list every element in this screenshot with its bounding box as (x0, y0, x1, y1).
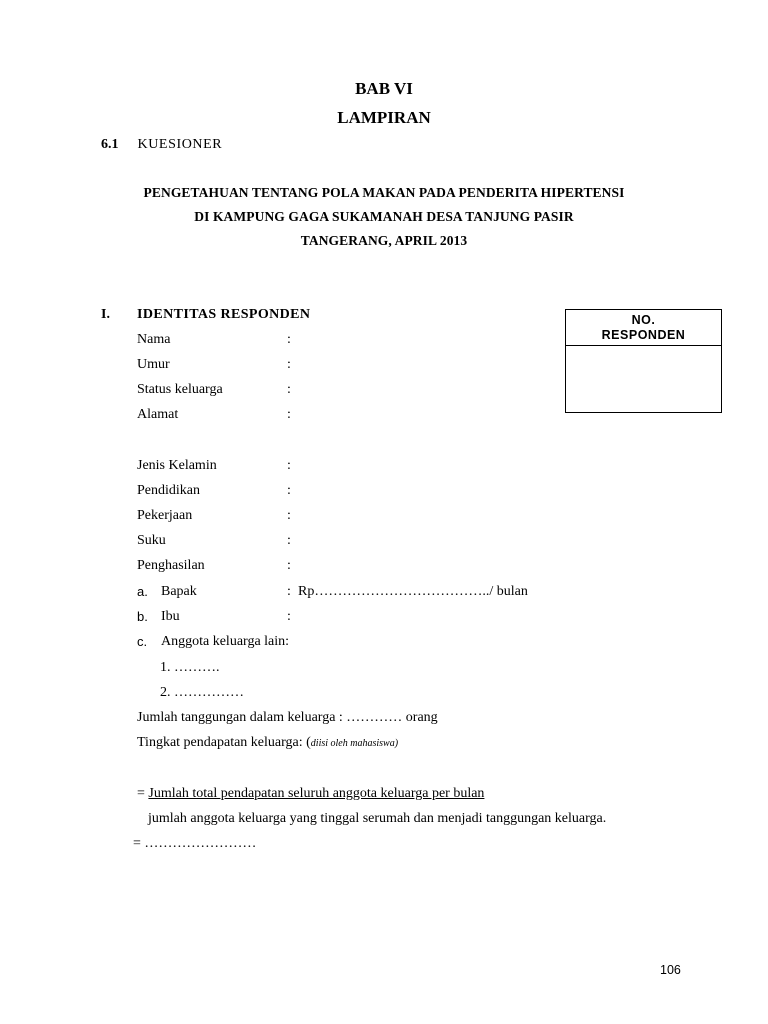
formula-numerator-text: Jumlah total pendapatan seluruh anggota keluarga per bulan (148, 786, 485, 801)
formula-equals: = (137, 786, 149, 801)
field-label: Penghasilan (137, 558, 205, 573)
field-colon: : (287, 609, 291, 624)
field-label: Pekerjaan (137, 508, 193, 523)
respondent-box-header (566, 310, 721, 346)
respondent-box-line-2: RESPONDEN (601, 328, 686, 342)
formula-denominator: jumlah anggota keluarga yang tinggal serumah dan menjadi tanggungan keluarga. (148, 811, 607, 826)
field-label: Pendidikan (137, 483, 200, 498)
list-marker: b. (137, 609, 148, 624)
field-colon: : (287, 382, 291, 397)
part-number: I. (101, 307, 110, 322)
field-colon: : (287, 357, 291, 372)
field-colon: : (287, 332, 291, 347)
income-item-1: 1. ………. (160, 660, 220, 675)
field-colon: : (287, 558, 291, 573)
field-label: Jenis Kelamin (137, 458, 217, 473)
income-item-2: 2. …………… (160, 685, 244, 700)
respondent-box-line-1: NO. (631, 313, 656, 327)
section-heading (101, 137, 222, 153)
income-level-label: Tingkat pendapatan keluarga: ( (137, 735, 311, 750)
dependents-count: Jumlah tanggungan dalam keluarga : ………… orang (137, 710, 438, 725)
field-colon: : (287, 407, 291, 422)
part-title: IDENTITAS RESPONDEN (137, 307, 311, 322)
list-marker: a. (137, 584, 148, 599)
field-colon: : (287, 458, 291, 473)
respondent-number-box (565, 309, 722, 413)
chapter-title: BAB VI (355, 79, 413, 98)
formula-numerator (137, 784, 484, 804)
field-colon: : (287, 508, 291, 523)
section-name: KUESIONER (137, 137, 223, 152)
field-label: Suku (137, 533, 166, 548)
field-label: Nama (137, 332, 171, 347)
subtitle-line-3: TANGERANG, APRIL 2013 (300, 233, 468, 248)
field-colon: : (287, 483, 291, 498)
formula-result: = …………………… (133, 836, 257, 851)
income-label: Ibu (161, 609, 180, 624)
subtitle-line-2: DI KAMPUNG GAGA SUKAMANAH DESA TANJUNG PASIR (194, 209, 574, 224)
income-level (137, 733, 398, 753)
field-colon: : (287, 533, 291, 548)
income-label: Bapak (161, 584, 197, 599)
respondent-number-field[interactable] (566, 346, 721, 410)
page-title: LAMPIRAN (337, 108, 431, 127)
subtitle-line-1: PENGETAHUAN TENTANG POLA MAKAN PADA PENDERITA HIPERTENSI (143, 185, 625, 200)
field-colon: : (287, 584, 291, 599)
income-level-note: diisi oleh mahasiswa) (310, 738, 399, 749)
section-number: 6.1 (101, 137, 119, 152)
income-label: Anggota keluarga lain: (161, 634, 290, 649)
field-label: Status keluarga (137, 382, 223, 397)
list-marker: c. (137, 634, 148, 649)
income-value: Rp………………………………../ bulan (298, 584, 528, 599)
page-number: 106 (660, 963, 681, 977)
field-label: Umur (137, 357, 170, 372)
field-label: Alamat (137, 407, 179, 422)
